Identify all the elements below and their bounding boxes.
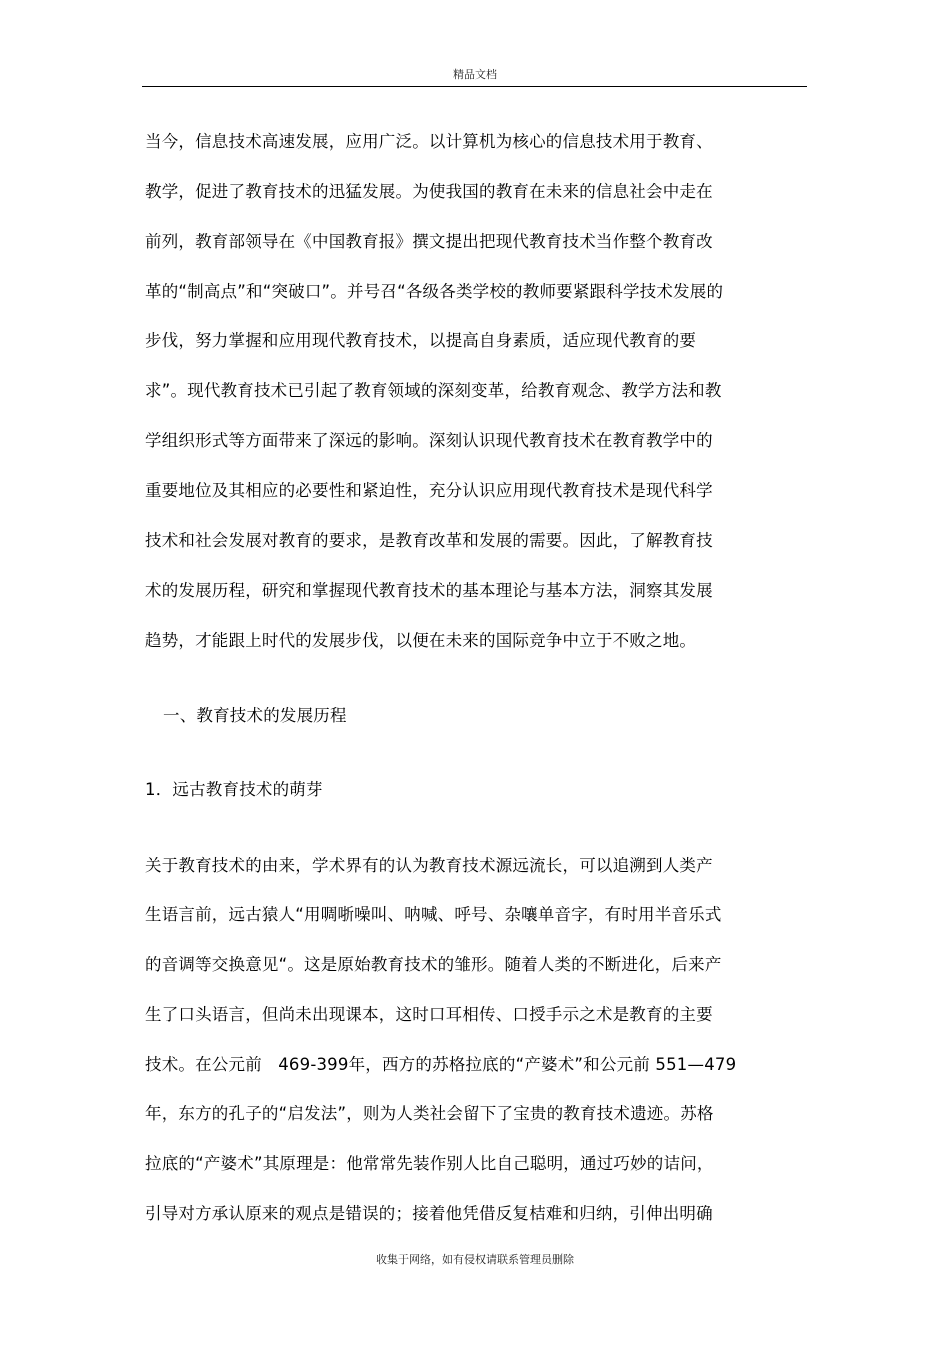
- section-line: 的音调等交换意见“。这是原始教育技术的雏形。随着人类的不断进化，后来产: [145, 955, 722, 974]
- body-line: 学组织形式等方面带来了深远的影响。深刻认识现代教育技术在教育教学中的: [145, 431, 713, 450]
- page-footer: 收集于网络，如有侵权请联系管理员删除: [376, 1253, 574, 1266]
- section-line: 拉底的“产婆术”其原理是：他常常先装作别人比自己聪明，通过巧妙的诘问，: [145, 1154, 714, 1173]
- subsection-heading: 1．远古教育技术的萌芽: [145, 780, 323, 799]
- section-line: 关于教育技术的由来，学术界有的认为教育技术源远流长，可以追溯到人类产: [145, 856, 713, 875]
- section-line: 技术。在公元前 469-399年，西方的苏格拉底的“产婆术”和公元前 551—479: [145, 1055, 737, 1074]
- body-line: 重要地位及其相应的必要性和紧迫性，充分认识应用现代教育技术是现代科学: [145, 481, 713, 500]
- body-line: 趋势，才能跟上时代的发展步伐，以便在未来的国际竞争中立于不败之地。: [145, 631, 697, 650]
- section-line: 引导对方承认原来的观点是错误的；接着他凭借反复桔难和归纳，引伸出明确: [145, 1204, 713, 1223]
- body-line: 当今，信息技术高速发展，应用广泛。以计算机为核心的信息技术用于教育、: [145, 132, 713, 151]
- page-header: 精品文档: [453, 68, 497, 81]
- body-line: 教学，促进了教育技术的迅猛发展。为使我国的教育在未来的信息社会中走在: [145, 182, 713, 201]
- section-line: 生了口头语言，但尚未出现课本，这时口耳相传、口授手示之术是教育的主要: [145, 1005, 713, 1024]
- body-line: 术的发展历程，研究和掌握现代教育技术的基本理论与基本方法，洞察其发展: [145, 581, 713, 600]
- section-heading: 一、教育技术的发展历程: [163, 706, 347, 725]
- header-rule: [142, 86, 807, 87]
- body-line: 步伐，努力掌握和应用现代教育技术，以提高自身素质，适应现代教育的要: [145, 331, 697, 350]
- section-line: 年，东方的孔子的“启发法”，则为人类社会留下了宝贵的教育技术遗迹。苏格: [145, 1104, 714, 1123]
- body-line: 技术和社会发展对教育的要求，是教育改革和发展的需要。因此，了解教育技: [145, 531, 713, 550]
- body-line: 求”。现代教育技术已引起了教育领域的深刻变革，给教育观念、教学方法和教: [145, 381, 722, 400]
- body-line: 革的“制高点”和“突破口”。并号召“各级各类学校的教师要紧跟科学技术发展的: [145, 282, 724, 301]
- section-line: 生语言前，远古猿人“用啁哳噪叫、呐喊、呼号、杂嚷单音字，有时用半音乐式: [145, 905, 722, 924]
- body-line: 前列，教育部领导在《中国教育报》撰文提出把现代教育技术当作整个教育改: [145, 232, 713, 251]
